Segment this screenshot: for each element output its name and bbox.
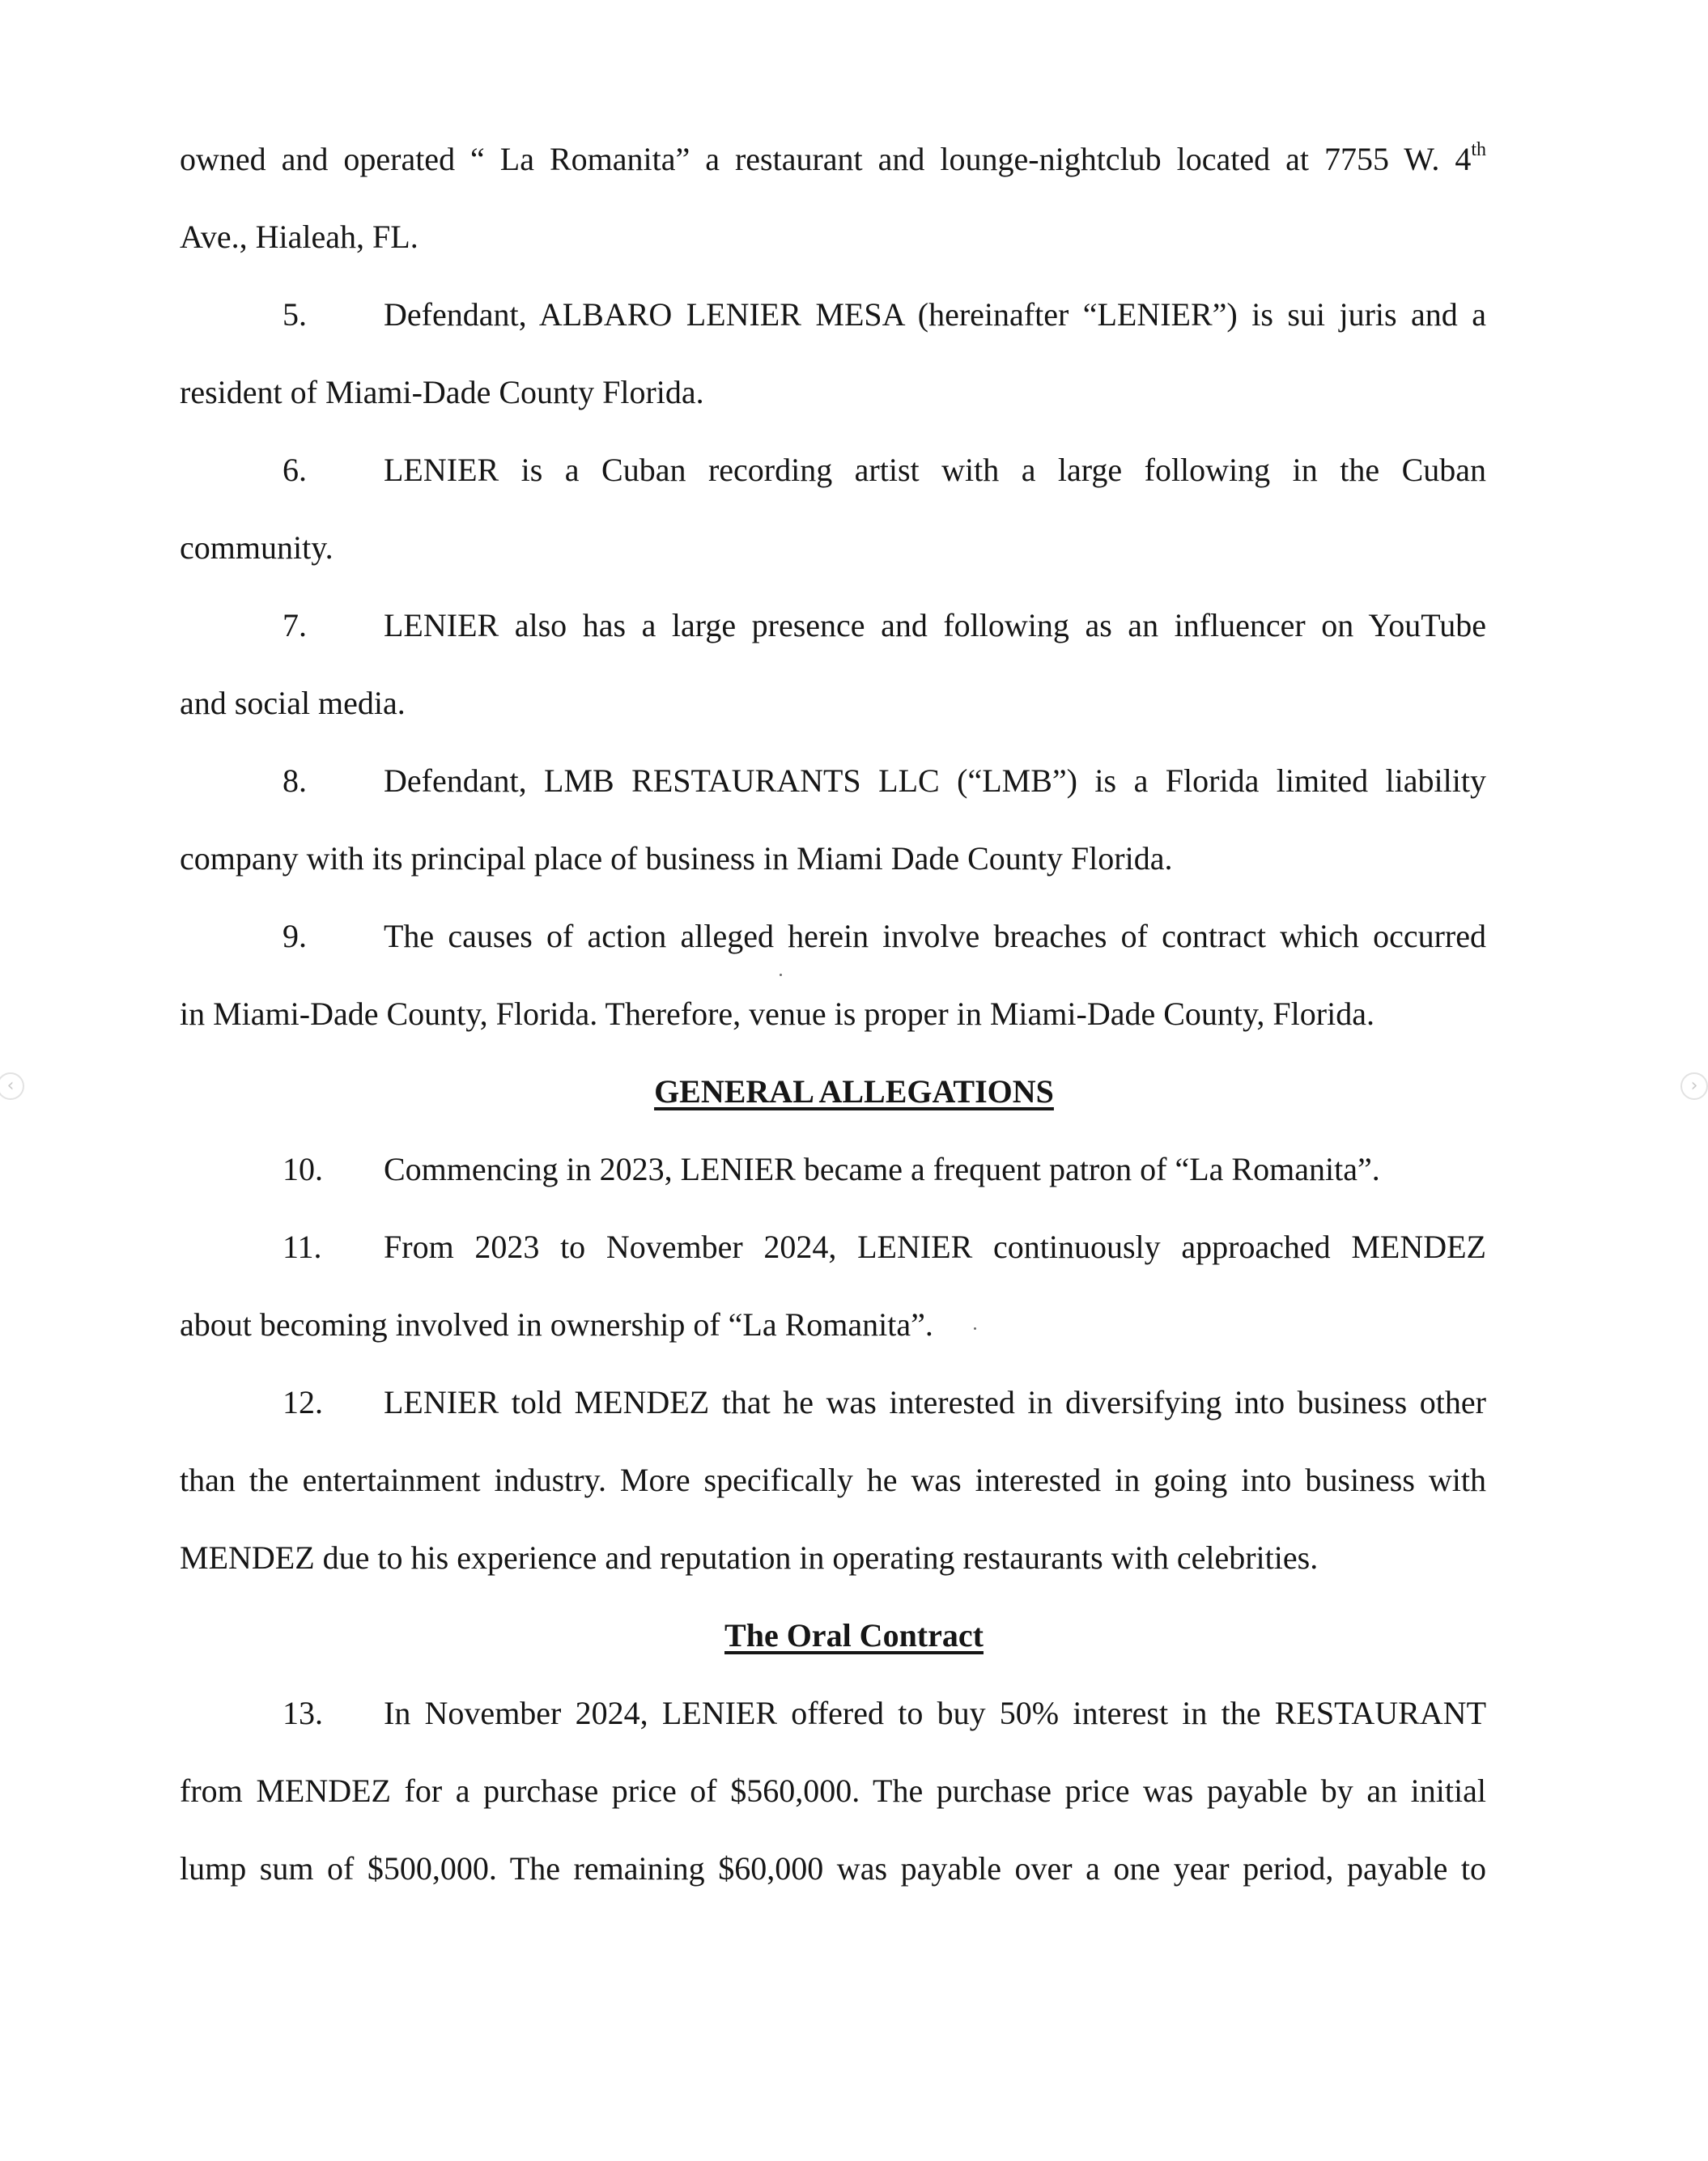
paragraph-line: Defendant, LMB RESTAURANTS LLC (“LMB”) is a Florida limited liability <box>384 762 1486 799</box>
paragraph-line: From 2023 to November 2024, LENIER continuously approached MENDEZ <box>384 1229 1486 1265</box>
paragraph-line: The causes of action alleged herein involve breaches of contract which occurred <box>384 918 1486 954</box>
paragraph-line: LENIER is a Cuban recording artist with a large following in the Cuban <box>384 452 1486 488</box>
paragraph-line: about becoming involved in ownership of “La Romanita”. <box>180 1306 933 1343</box>
paragraph-line: LENIER also has a large presence and following as an influencer on YouTube <box>384 607 1486 643</box>
paragraph-line: resident of Miami-Dade County Florida. <box>180 374 704 410</box>
scan-speck <box>974 1327 976 1330</box>
paragraph-number: 12. <box>283 1384 323 1420</box>
intro-line-1-text: owned and operated “ La Romanita” a restaurant and lounge-nightclub located at 7755 W. 4 <box>180 141 1472 177</box>
intro-line-1 <box>180 139 1486 180</box>
paragraph-number: 7. <box>283 607 307 643</box>
ordinal-suffix: th <box>1471 138 1486 160</box>
paragraph-number: 9. <box>283 918 307 954</box>
paragraph-line: and social media. <box>180 685 406 721</box>
paragraph-line: Commencing in 2023, LENIER became a frequent patron of “La Romanita”. <box>384 1151 1380 1187</box>
paragraph-line: company with its principal place of business in Miami Dade County Florida. <box>180 840 1173 877</box>
paragraph-line: MENDEZ due to his experience and reputation in operating restaurants with celebrities. <box>180 1539 1319 1576</box>
section-heading-oral-contract: The Oral Contract <box>724 1617 984 1654</box>
paragraph-number: 10. <box>283 1151 323 1187</box>
section-heading-general-allegations: GENERAL ALLEGATIONS <box>654 1073 1054 1110</box>
intro-line-2: Ave., Hialeah, FL. <box>180 219 419 255</box>
paragraph-number: 11. <box>283 1229 322 1265</box>
chevron-left-icon: ‹ <box>6 1076 15 1096</box>
scan-speck <box>780 974 782 976</box>
paragraph-line: Defendant, ALBARO LENIER MESA (hereinafter “LENIER”) is sui juris and a <box>384 296 1486 333</box>
paragraph-number: 6. <box>283 452 307 488</box>
chevron-right-icon: › <box>1690 1076 1698 1096</box>
paragraph-number: 8. <box>283 762 307 799</box>
paragraph-line: LENIER told MENDEZ that he was interested in diversifying into business other <box>384 1384 1486 1420</box>
paragraph-line: from MENDEZ for a purchase price of $560,000. The purchase price was payable by an initial <box>180 1773 1486 1809</box>
paragraph-line: in Miami-Dade County, Florida. Therefore, venue is proper in Miami-Dade County, Florida. <box>180 996 1374 1032</box>
paragraph-line: In November 2024, LENIER offered to buy 50% interest in the RESTAURANT <box>384 1695 1486 1731</box>
paragraph-number: 13. <box>283 1695 323 1731</box>
paragraph-line: lump sum of $500,000. The remaining $60,000 was payable over a one year period, payable to <box>180 1850 1486 1887</box>
paragraph-line: than the entertainment industry. More specifically he was interested in going into business with <box>180 1462 1486 1498</box>
paragraph-line: community. <box>180 529 334 566</box>
paragraph-number: 5. <box>283 296 307 333</box>
